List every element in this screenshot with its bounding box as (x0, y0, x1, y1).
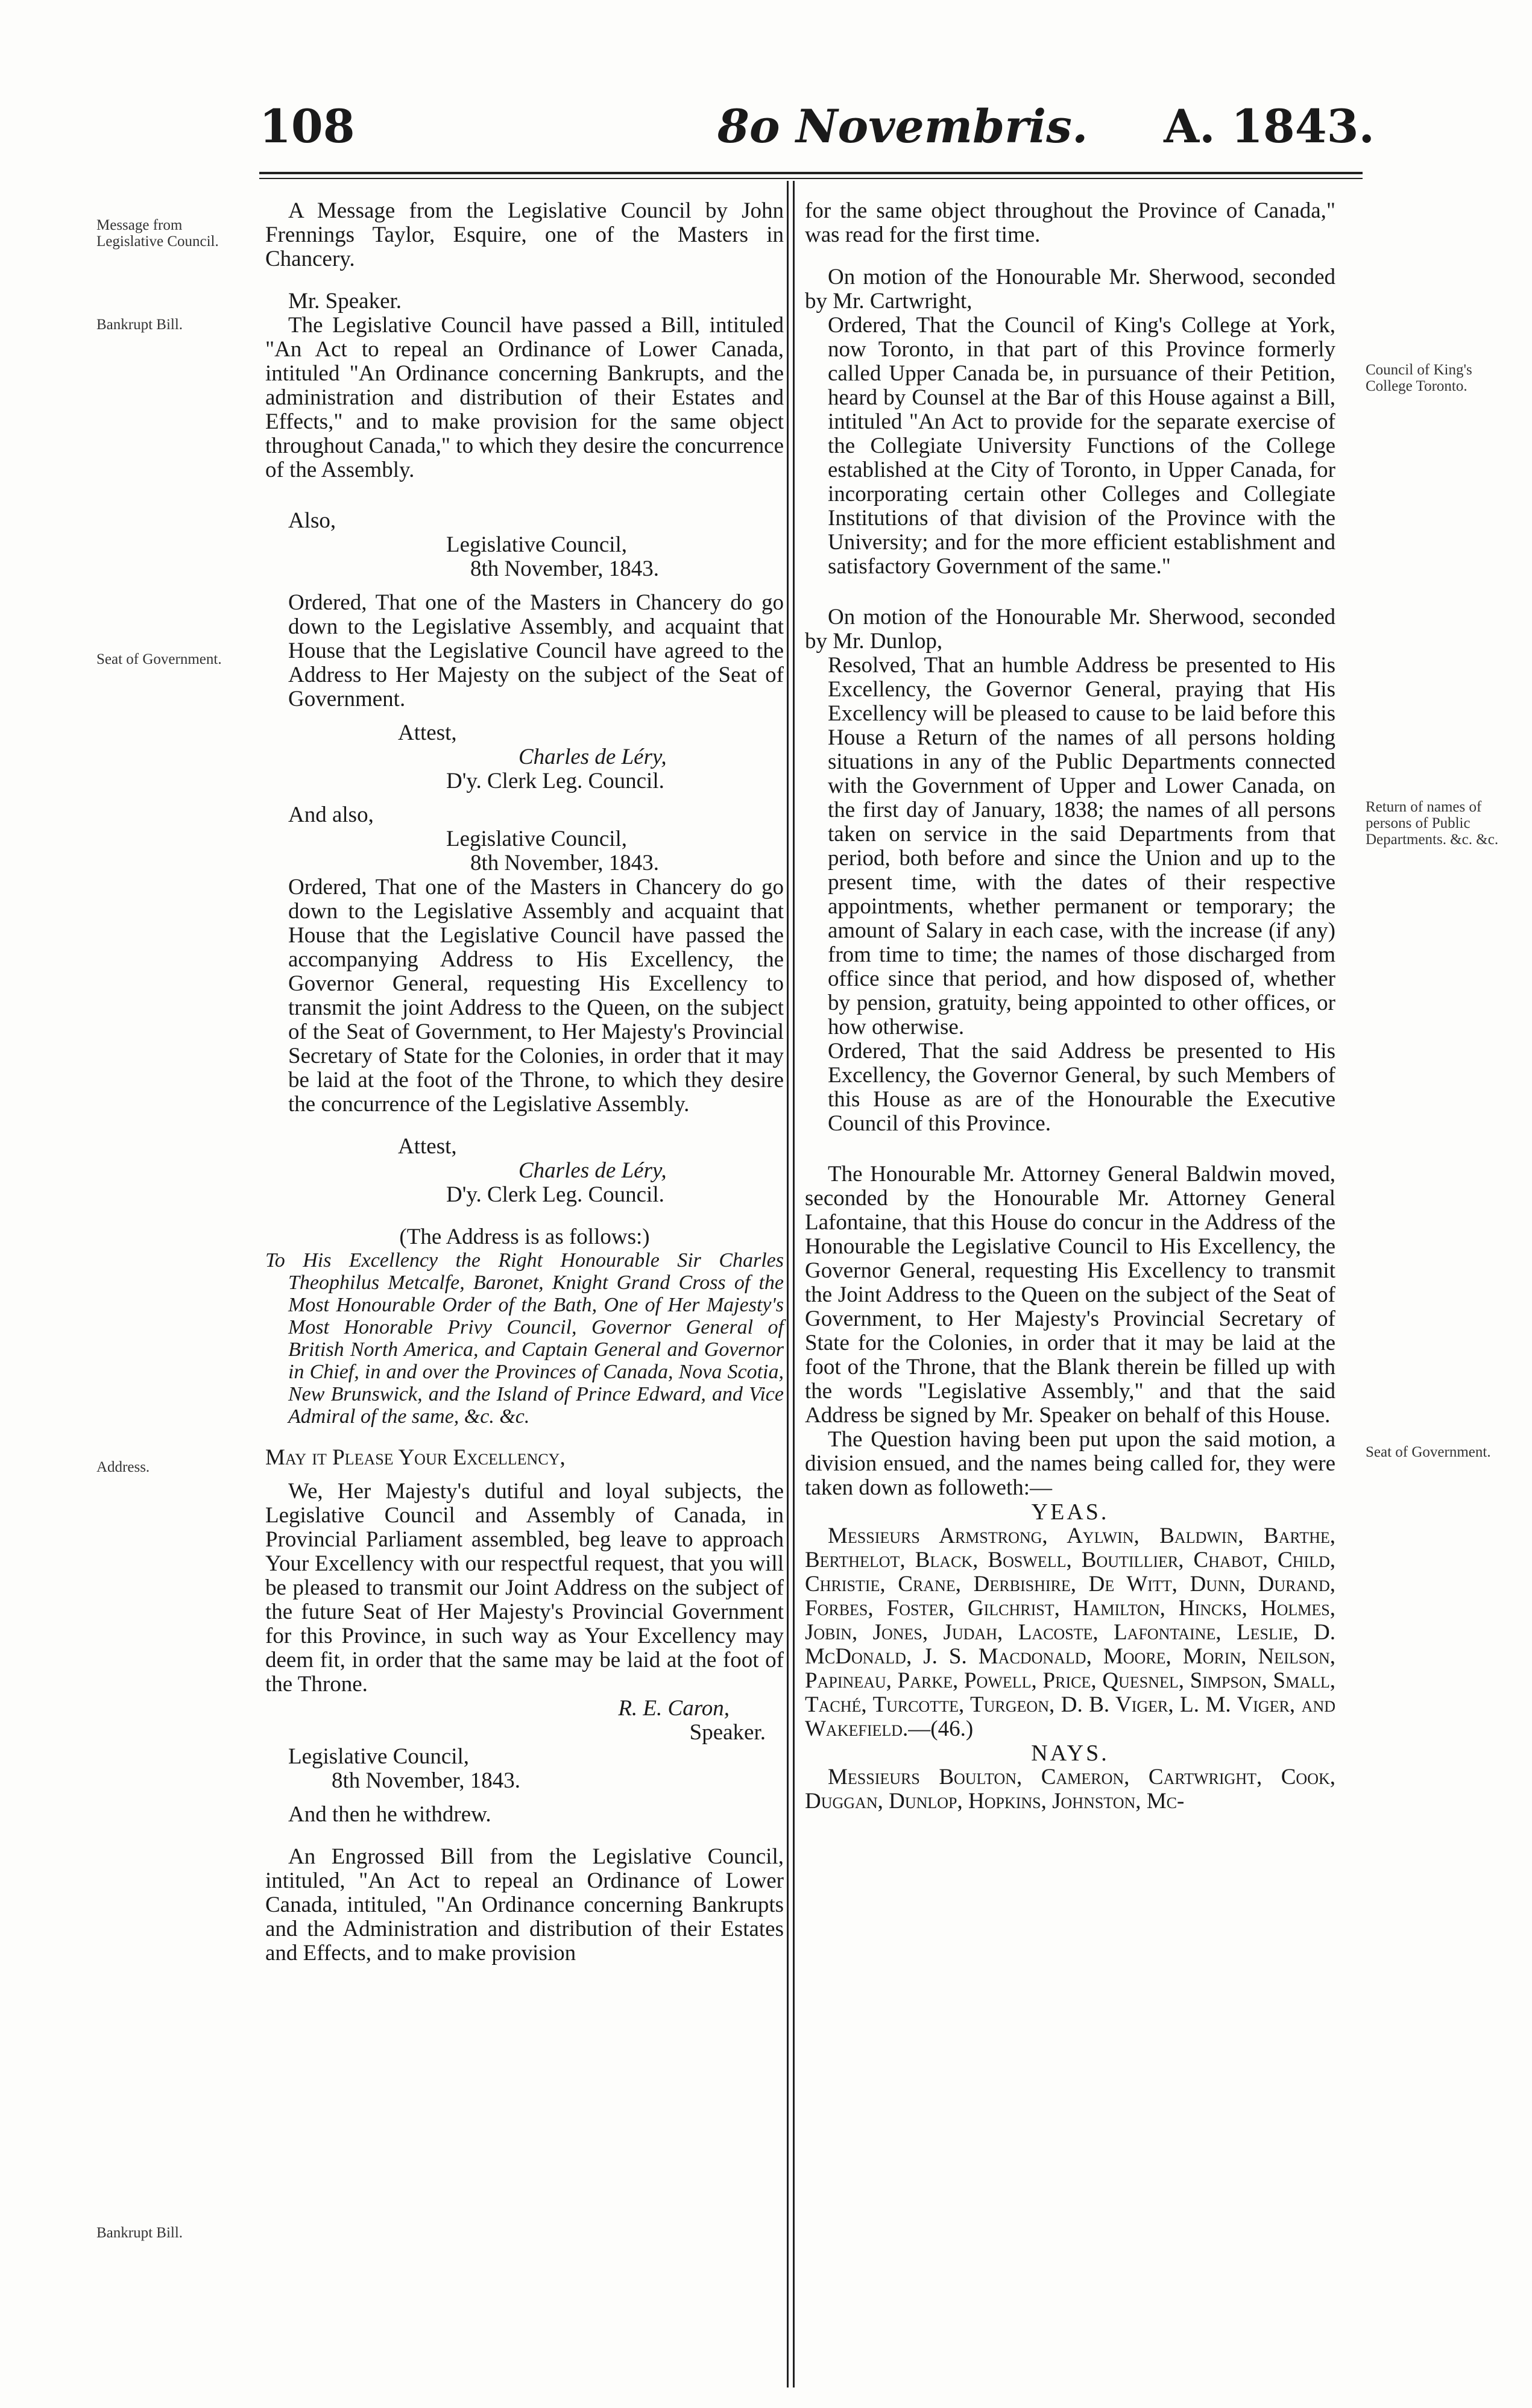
right-column (805, 199, 1335, 1814)
withdrew-line: And then he withdrew. (288, 1802, 491, 1827)
column-divider (787, 181, 789, 2388)
margin-note-address: Address. (96, 1459, 150, 1475)
left-column (265, 199, 784, 1965)
date-line: 8th November, 1843. (470, 556, 659, 581)
margin-note-message: Message from Legislative Council. (96, 217, 219, 250)
ordered-paragraph-2: Ordered, That one of the Masters in Chancery do go down to the Legislative Assembly and acquaint that House that the Legislative Council have passed the accompanying Address to His Excellency, the Governor General, requesting His Excellency to transmit the joint Address to the Queen, on the subject of the Seat of Government, to Her Majesty's Provincial Secretary of State for the Colonies, in order that it may be laid at the foot of the Throne, to which they desire the concurrence of the Legislative Assembly. (288, 875, 784, 1117)
continuation-paragraph: for the same object throughout the Province of Canada," was read for the first time. (805, 198, 1335, 247)
nays-heading: NAYS. (1031, 1741, 1109, 1766)
baldwin-motion: The Honourable Mr. Attorney General Baldwin moved, seconded by the Honourable Mr. Attorney General Lafontaine, that this House do concur in the Address of the Honourable the Legislative Council to His Excellency, the Governor General, requesting His Excellency to transmit the Joint Address to the Queen on the subject of the Seat of Government, to Her Majesty's Provincial Secretary of State for the Colonies, in order that it may be laid at the foot of the Throne, that the Blank therein be filled up with the words "Legislative Assembly," and that the said Address be signed by Mr. Speaker on behalf of this House. (805, 1162, 1335, 1428)
address-body: We, Her Majesty's dutiful and loyal subjects, the Legislative Council and Assembly of Canada, in Provincial Parliament assembled, beg leave to approach Your Excellency with our respectful request, that you will be pleased to transmit our Joint Address on the subject of the future Seat of Her Majesty's Provincial Government for this Province, in such way as Your Excellency may deem fit, in order that the same may be laid at the foot of the Throne. (265, 1479, 784, 1697)
place-line-2: Legislative Council, (446, 827, 628, 851)
resolved-address: Resolved, That an humble Address be presented to His Excellency, the Governor General, praying that His Excellency will be pleased to cause to be laid before this House a Return of the names of all persons holding situations in any of the Public Departments connected with the Government of Upper and Lower Canada, on the first day of January, 1838; the names of all persons taken on service in the said Departments from that period, both before and since the Union and up to the present time, with the dates of their respective appointments, whether permanent or temporary; the amount of Salary in each case, with the increase (if any) from time to time; the names of those discharged from office since that period, and how disposed of, whether by pension, gratuity, being appointed to other offices, or how otherwise. (828, 653, 1335, 1039)
also-line-2: And also, (288, 802, 374, 827)
attest-line-2: Attest, (398, 1134, 457, 1159)
page-header (229, 90, 1375, 163)
signer-name: Charles de Léry, (519, 745, 667, 769)
yeas-list: Messieurs Armstrong, Aylwin, Baldwin, Barthe, Berthelot, Black, Boswell, Boutillier, Chabot, Child, Christie, Crane, Derbishire, De Witt, Dunn, Durand, Forbes, Foster, Gilchrist, Hamilton, Hincks, Holmes, Jobin, Jones, Judah, Lacoste, Lafontaine, Leslie, D. McDonald, J. S. Macdonald, Moore, Morin, Neilson, Papineau, Parke, Powell, Price, Quesnel, Simpson, Small, Taché, Turcotte, Turgeon, D. B. Viger, L. M. Viger, and Wakefield.—(46.) (805, 1524, 1335, 1741)
speaker-salutation: Mr. Speaker. (288, 289, 402, 314)
speaker-title: Speaker. (689, 1720, 766, 1745)
address-heading: (The Address is as follows:) (399, 1224, 650, 1249)
motion-sherwood-cartwright: On motion of the Honourable Mr. Sherwood, seconded by Mr. Cartwright, (805, 265, 1335, 314)
margin-note-seat-of-government: Seat of Government. (96, 651, 222, 667)
yeas-heading: YEAS. (1031, 1499, 1109, 1525)
bill-passed-paragraph: The Legislative Council have passed a Bill, intituled "An Act to repeal an Ordinance of Lower Canada, intituled "An Ordinance concerning Bankrupts, and the administration and distribution of their Estates and Effects," and to make provision for the same object throughout Canada," to which they desire the concurrence of the Assembly. (265, 313, 784, 482)
date-line-3: 8th November, 1843. (332, 1768, 520, 1793)
page-number: 108 (259, 99, 355, 153)
signer-title-2: D'y. Clerk Leg. Council. (446, 1182, 664, 1207)
motion-sherwood-dunlop: On motion of the Honourable Mr. Sherwood, seconded by Mr. Dunlop, (805, 605, 1335, 654)
place-line: Legislative Council, (446, 532, 628, 557)
ordered-kings-college: Ordered, That the Council of King's College at York, now Toronto, in that part of this Province formerly called Upper Canada be, in pursuance of their Petition, heard by Counsel at the Bar of this House against a Bill, intituled "An Act to provide for the separate exercise of the Collegiate University Functions of the College established at the City of Toronto, in Upper Canada, for incorporating certain other Colleges and Collegiate Institutions of that division of the Province with the University; and for the more efficient establishment and satisfactory Government of the same." (828, 313, 1335, 579)
ordered-present-address: Ordered, That the said Address be presented to His Excellency, the Governor General, by such Members of this House as are of the Honourable the Executive Council of this Province. (828, 1039, 1335, 1136)
message-intro: A Message from the Legislative Council by John Frennings Taylor, Esquire, one of the Masters in Chancery. (265, 198, 784, 271)
nays-list: Messieurs Boulton, Cameron, Cartwright, Cook, Duggan, Dunlop, Hopkins, Johnston, Mc- (805, 1765, 1335, 1814)
header-rule (259, 172, 1363, 174)
margin-note-kings-college: Council of King's College Toronto. (1366, 362, 1472, 394)
ordered-paragraph: Ordered, That one of the Masters in Chancery do go down to the Legislative Assembly, and acquaint that House that the Legislative Council have agreed to the Address to Her Majesty on the subject of the Seat of Government. (288, 590, 784, 711)
engrossed-bill-paragraph: An Engrossed Bill from the Legislative Council, intituled, "An Act to repeal an Ordinance of Lower Canada, intituled, "An Ordinance concerning Bankrupts and the Administration and distribution of their Estates and Effects, and to make provision (265, 1844, 784, 1965)
header-rule-thin (259, 178, 1363, 179)
page-date: 8o Novembris. (717, 99, 1088, 153)
margin-note-return-of-names: Return of names of persons of Public Departments. &c. &c. (1366, 799, 1499, 848)
signer-title: D'y. Clerk Leg. Council. (446, 769, 664, 793)
may-it-please: May it Please Your Excellency, (265, 1445, 566, 1470)
speaker-name: R. E. Caron, (618, 1696, 730, 1721)
column-divider-inner (793, 181, 795, 2388)
address-recipient: To His Excellency the Right Honourable Sir Charles Theophilus Metcalfe, Baronet, Knight Grand Cross of the Most Honourable Order of the Bath, One of Her Majesty's Most Honorable Privy Council, Governor General of British North America, and Captain General and Governor in Chief, in and over the Provinces of Canada, Nova Scotia, New Brunswick, and the Island of Prince Edward, and Vice Admiral of the same, &c. &c. (265, 1249, 784, 1428)
attest-line: Attest, (398, 720, 457, 745)
question-put: The Question having been put upon the said motion, a division ensued, and the names being called for, they were taken down as followeth:— (805, 1427, 1335, 1500)
margin-note-bankrupt-bill-2: Bankrupt Bill. (96, 2225, 183, 2241)
also-line: Also, (288, 508, 336, 533)
signer-name-2: Charles de Léry, (519, 1158, 667, 1183)
date-line-2: 8th November, 1843. (470, 851, 659, 875)
page-year: A. 1843. (1164, 99, 1375, 153)
place-line-3: Legislative Council, (288, 1744, 470, 1769)
margin-note-bankrupt-bill: Bankrupt Bill. (96, 317, 183, 333)
margin-note-seat-of-government-2: Seat of Government. (1366, 1444, 1491, 1460)
